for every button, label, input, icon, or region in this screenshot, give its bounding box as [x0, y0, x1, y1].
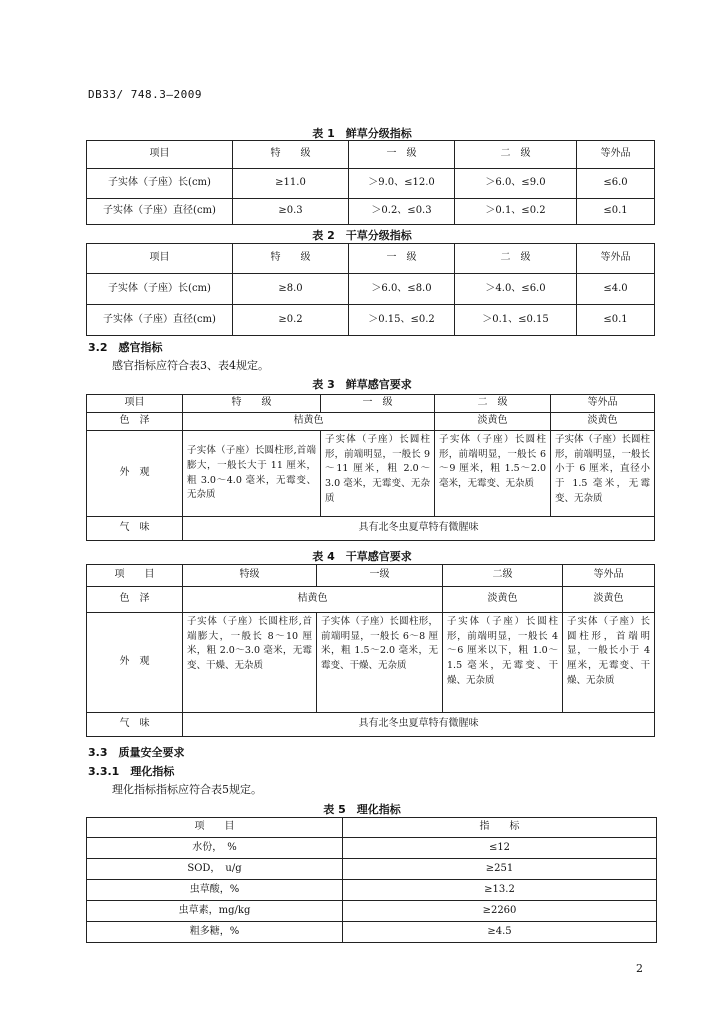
header-cell: 特 级: [233, 141, 349, 169]
cell: ≥0.2: [233, 305, 349, 336]
header-cell: 一级: [317, 565, 443, 587]
header-cell: 一 级: [349, 244, 455, 274]
header-cell: 一 级: [349, 141, 455, 169]
cell: ≥0.3: [233, 199, 349, 225]
section-3-2-heading: 3.2 感官指标: [88, 341, 163, 354]
cell: 淡黄色: [551, 413, 655, 431]
header-cell: 一 级: [321, 395, 435, 413]
table-header-row: [87, 244, 655, 274]
section-3-3-heading: 3.3 质量安全要求: [88, 746, 185, 759]
row-label: 子实体（子座）直径(cm): [87, 305, 233, 336]
section-3-3-1-text: 理化指标指标应符合表5规定。: [112, 783, 262, 796]
cell: ＞0.15、≤0.2: [349, 305, 455, 336]
header-cell: 特 级: [183, 395, 321, 413]
row-label: 子实体（子座）长(cm): [87, 274, 233, 305]
header-cell: 项 目: [87, 818, 343, 838]
cell: 子实体（子座）长圆柱形，前端明显，一般长 6～8 厘米，粗 1.5～2.0 毫米，无霉变、干燥、无杂质: [317, 613, 443, 713]
header-cell: 项目: [87, 395, 183, 413]
cell: 子实体（子座）长圆柱形，前端明显，一般长小于 6 厘米，直径小于 1.5 毫米，无霉变、无杂质: [551, 431, 655, 517]
cell: 子实体（子座）长圆柱形，前端明显，一般长 4～6 厘米以下，粗 1.0～1.5 毫米，无霉变、干燥、无杂质: [443, 613, 563, 713]
row-label: 虫草酸，%: [87, 880, 343, 901]
header-cell: 特 级: [233, 244, 349, 274]
page-number: 2: [636, 962, 643, 975]
row-label: 水份， %: [87, 838, 343, 859]
cell: ≤4.0: [577, 274, 655, 305]
cell: 淡黄色: [435, 413, 551, 431]
header-cell: 二 级: [455, 141, 577, 169]
cell: 子实体（子座）长圆柱形，首端明显，一般长小于 4 厘米，无霉变、干燥、无杂质: [563, 613, 655, 713]
table-1-caption: 表 1 鲜草分级指标: [312, 127, 412, 140]
cell: ≥4.5: [343, 922, 657, 943]
row-label: 子实体（子座）长(cm): [87, 169, 233, 199]
table-3-caption: 表 3 鲜草感官要求: [312, 378, 412, 391]
cell: 淡黄色: [443, 587, 563, 613]
section-3-3-1-heading: 3.3.1 理化指标: [88, 765, 175, 778]
table-row: [87, 713, 655, 737]
cell: ≥251: [343, 859, 657, 880]
table-row: [87, 613, 655, 713]
section-3-2-text: 感官指标应符合表3、表4规定。: [112, 359, 269, 372]
cell: ≤6.0: [577, 169, 655, 199]
table-row: [87, 413, 655, 431]
cell: ≤0.1: [577, 199, 655, 225]
header-cell: 二级: [443, 565, 563, 587]
document-id-header: DB33/ 748.3—2009: [88, 88, 202, 101]
table-5-physicochemical: [86, 817, 657, 943]
cell: 具有北冬虫夏草特有微腥味: [183, 517, 655, 541]
header-cell: 等外品: [577, 244, 655, 274]
row-label: 色 泽: [87, 587, 183, 613]
cell: ＞0.2、≤0.3: [349, 199, 455, 225]
cell: 子实体（子座）长圆柱形，前端明显，一般长 9～11 厘米，粗 2.0～3.0 毫米，无霉变、无杂质: [321, 431, 435, 517]
table-4-caption: 表 4 干草感官要求: [312, 550, 412, 563]
row-label: 外 观: [87, 431, 183, 517]
cell: ＞6.0、≤8.0: [349, 274, 455, 305]
table-row: [87, 901, 657, 922]
row-label: SOD， u/g: [87, 859, 343, 880]
table-row: [87, 922, 657, 943]
header-cell: 项目: [87, 141, 233, 169]
row-label: 虫草素，mg/kg: [87, 901, 343, 922]
header-cell: 二 级: [455, 244, 577, 274]
table-header-row: [87, 141, 655, 169]
cell: ≤0.1: [577, 305, 655, 336]
table-header-row: [87, 565, 655, 587]
row-label: 气 味: [87, 517, 183, 541]
cell: 子实体（子座）长圆柱形，前端明显，一般长 6～9 厘米，粗 1.5～2.0 毫米，无霉变、无杂质: [435, 431, 551, 517]
header-cell: 二 级: [435, 395, 551, 413]
cell: ＞0.1、≤0.2: [455, 199, 577, 225]
table-2-caption: 表 2 干草分级指标: [312, 229, 412, 242]
cell: ＞4.0、≤6.0: [455, 274, 577, 305]
cell: ＞6.0、≤9.0: [455, 169, 577, 199]
cell: 子实体（子座）长圆柱形,首端膨大，一般长 8～10 厘米，粗 2.0～3.0 毫米，无霉变、干燥、无杂质: [183, 613, 317, 713]
header-cell: 项 目: [87, 565, 183, 587]
header-cell: 项目: [87, 244, 233, 274]
row-label: 粗多糖，%: [87, 922, 343, 943]
cell: 具有北冬虫夏草特有微腥味: [183, 713, 655, 737]
table-header-row: [87, 395, 655, 413]
row-label: 气 味: [87, 713, 183, 737]
cell: ≤12: [343, 838, 657, 859]
table-row: [87, 305, 655, 336]
row-label: 外 观: [87, 613, 183, 713]
header-cell: 指 标: [343, 818, 657, 838]
table-row: [87, 517, 655, 541]
cell: 淡黄色: [563, 587, 655, 613]
table-1-fresh-grading: [86, 140, 655, 225]
table-row: [87, 880, 657, 901]
cell: 子实体（子座）长圆柱形,首端膨大，一般长大于 11 厘米，粗 3.0～4.0 毫米，无霉变、无杂质: [183, 431, 321, 517]
table-2-dried-grading: [86, 243, 655, 336]
header-cell: 等外品: [577, 141, 655, 169]
table-row: [87, 838, 657, 859]
table-row: [87, 587, 655, 613]
header-cell: 特级: [183, 565, 317, 587]
cell: 桔黄色: [183, 413, 435, 431]
table-3-fresh-sensory: [86, 394, 655, 541]
table-header-row: [87, 818, 657, 838]
table-row: [87, 431, 655, 517]
table-4-dried-sensory: [86, 564, 655, 737]
cell: 桔黄色: [183, 587, 443, 613]
header-cell: 等外品: [563, 565, 655, 587]
cell: ≥8.0: [233, 274, 349, 305]
cell: ＞9.0、≤12.0: [349, 169, 455, 199]
table-row: [87, 199, 655, 225]
row-label: 子实体（子座）直径(cm): [87, 199, 233, 225]
table-row: [87, 274, 655, 305]
row-label: 色 泽: [87, 413, 183, 431]
table-5-caption: 表 5 理化指标: [323, 803, 401, 816]
cell: ≥11.0: [233, 169, 349, 199]
cell: ＞0.1、≤0.15: [455, 305, 577, 336]
header-cell: 等外品: [551, 395, 655, 413]
cell: ≥2260: [343, 901, 657, 922]
table-row: [87, 169, 655, 199]
cell: ≥13.2: [343, 880, 657, 901]
table-row: [87, 859, 657, 880]
